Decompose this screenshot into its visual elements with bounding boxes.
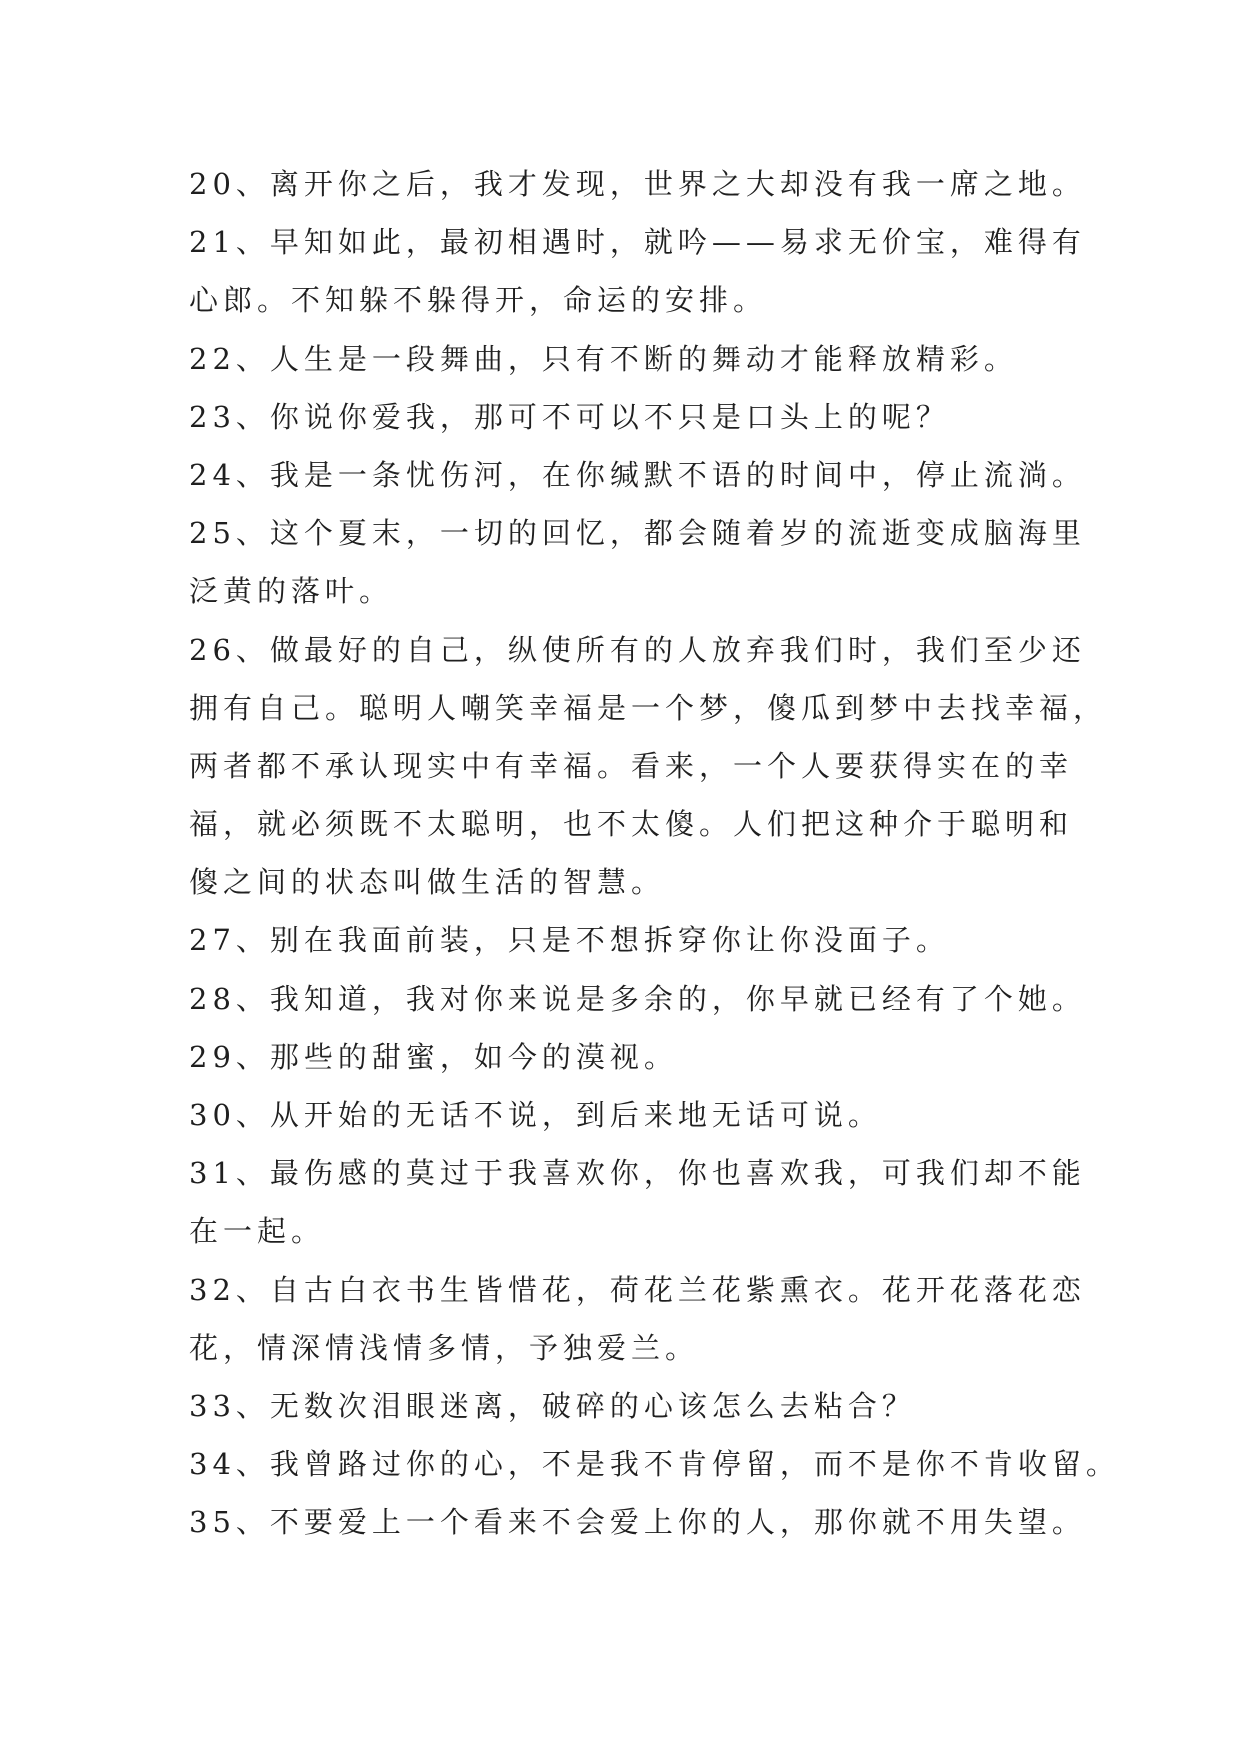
text-line: 28、我知道，我对你来说是多余的，你早就已经有了个她。 <box>189 981 1086 1016</box>
text-line: 拥有自己。聪明人嘲笑幸福是一个梦，傻瓜到梦中去找幸福， <box>189 690 1108 725</box>
text-line: 34、我曾路过你的心，不是我不肯停留，而不是你不肯收留。 <box>189 1447 1120 1482</box>
text-line: 22、人生是一段舞曲，只有不断的舞动才能释放精彩。 <box>189 341 1018 376</box>
text-line: 福，就必须既不太聪明，也不太傻。人们把这种介于聪明和 <box>189 807 1074 842</box>
text-line: 35、不要爱上一个看来不会爱上你的人，那你就不用失望。 <box>189 1505 1086 1540</box>
text-line: 傻之间的状态叫做生活的智慧。 <box>189 865 666 900</box>
text-line: 24、我是一条忧伤河，在你缄默不语的时间中，停止流淌。 <box>189 457 1086 492</box>
text-line: 两者都不承认现实中有幸福。看来，一个人要获得实在的幸 <box>189 748 1074 783</box>
text-line: 23、你说你爱我，那可不可以不只是口头上的呢？ <box>189 399 950 434</box>
text-line: 29、那些的甜蜜，如今的漠视。 <box>189 1039 678 1074</box>
text-line: 25、这个夏末，一切的回忆，都会随着岁的流逝变成脑海里 <box>189 516 1086 551</box>
text-line: 31、最伤感的莫过于我喜欢你，你也喜欢我，可我们却不能 <box>189 1156 1086 1191</box>
text-line: 21、早知如此，最初相遇时，就吟——易求无价宝，难得有 <box>189 225 1086 260</box>
text-line: 20、离开你之后，我才发现，世界之大却没有我一席之地。 <box>189 167 1086 201</box>
text-line: 33、无数次泪眼迷离，破碎的心该怎么去粘合？ <box>189 1388 916 1423</box>
document-body <box>189 155 1120 1552</box>
text-line: 泛黄的落叶。 <box>189 574 394 609</box>
text-line: 在一起。 <box>189 1214 326 1249</box>
text-line: 心郎。不知躲不躲得开，命运的安排。 <box>189 283 768 318</box>
text-line: 27、别在我面前装，只是不想拆穿你让你没面子。 <box>189 923 950 958</box>
text-line: 花，情深情浅情多情，予独爱兰。 <box>189 1330 700 1365</box>
text-line: 26、做最好的自己，纵使所有的人放弃我们时，我们至少还 <box>189 632 1086 667</box>
text-line: 32、自古白衣书生皆惜花，荷花兰花紫熏衣。花开花落花恋 <box>189 1272 1086 1307</box>
text-line: 30、从开始的无话不说，到后来地无话可说。 <box>189 1098 882 1132</box>
